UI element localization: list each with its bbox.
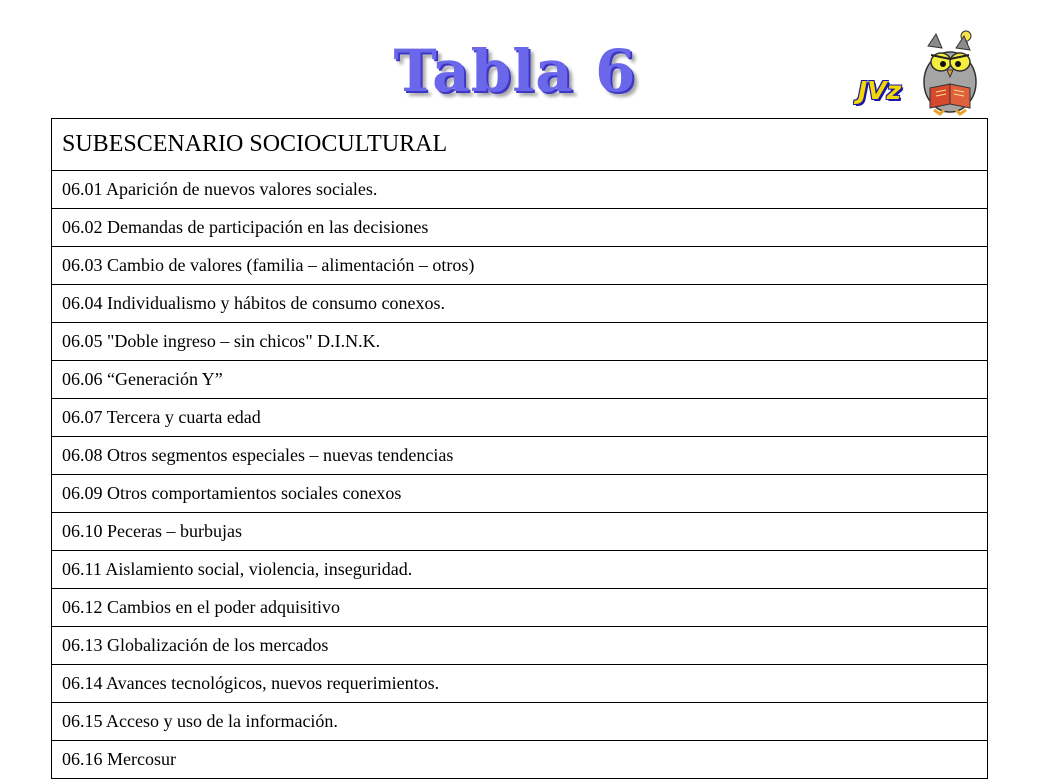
table-cell: 06.14 Avances tecnológicos, nuevos requerimientos. xyxy=(52,665,988,703)
table-row xyxy=(52,703,988,741)
table-row xyxy=(52,513,988,551)
table-cell: 06.05 "Doble ingreso – sin chicos" D.I.N.K. xyxy=(52,323,988,361)
table-row xyxy=(52,437,988,475)
table-row xyxy=(52,209,988,247)
jvz-logo xyxy=(854,28,994,116)
table-row xyxy=(52,171,988,209)
table-header-row xyxy=(52,119,988,171)
table-header: SUBESCENARIO SOCIOCULTURAL xyxy=(52,119,988,171)
table-cell: 06.16 Mercosur xyxy=(52,741,988,779)
table-row xyxy=(52,627,988,665)
table-row xyxy=(52,399,988,437)
table-row xyxy=(52,741,988,779)
table-row xyxy=(52,361,988,399)
table-cell: 06.13 Globalización de los mercados xyxy=(52,627,988,665)
table-row xyxy=(52,551,988,589)
table-cell: 06.04 Individualismo y hábitos de consumo conexos. xyxy=(52,285,988,323)
table-row xyxy=(52,665,988,703)
table-cell: 06.07 Tercera y cuarta edad xyxy=(52,399,988,437)
table-row xyxy=(52,589,988,627)
logo-text: JVz xyxy=(858,76,902,105)
page-title: Tabla 6 xyxy=(393,37,637,105)
table-row xyxy=(52,475,988,513)
subescenario-table xyxy=(51,118,988,779)
table-cell: 06.03 Cambio de valores (familia – alimentación – otros) xyxy=(52,247,988,285)
table-cell: 06.02 Demandas de participación en las decisiones xyxy=(52,209,988,247)
table-cell: 06.15 Acceso y uso de la información. xyxy=(52,703,988,741)
table-row xyxy=(52,285,988,323)
table-cell: 06.01 Aparición de nuevos valores sociales. xyxy=(52,171,988,209)
owl-reading-icon xyxy=(914,28,994,116)
table-cell: 06.06 “Generación Y” xyxy=(52,361,988,399)
table-cell: 06.10 Peceras – burbujas xyxy=(52,513,988,551)
table-cell: 06.09 Otros comportamientos sociales conexos xyxy=(52,475,988,513)
table-cell: 06.08 Otros segmentos especiales – nuevas tendencias xyxy=(52,437,988,475)
table-row xyxy=(52,323,988,361)
table-row xyxy=(52,247,988,285)
table-cell: 06.11 Aislamiento social, violencia, inseguridad. xyxy=(52,551,988,589)
table-cell: 06.12 Cambios en el poder adquisitivo xyxy=(52,589,988,627)
